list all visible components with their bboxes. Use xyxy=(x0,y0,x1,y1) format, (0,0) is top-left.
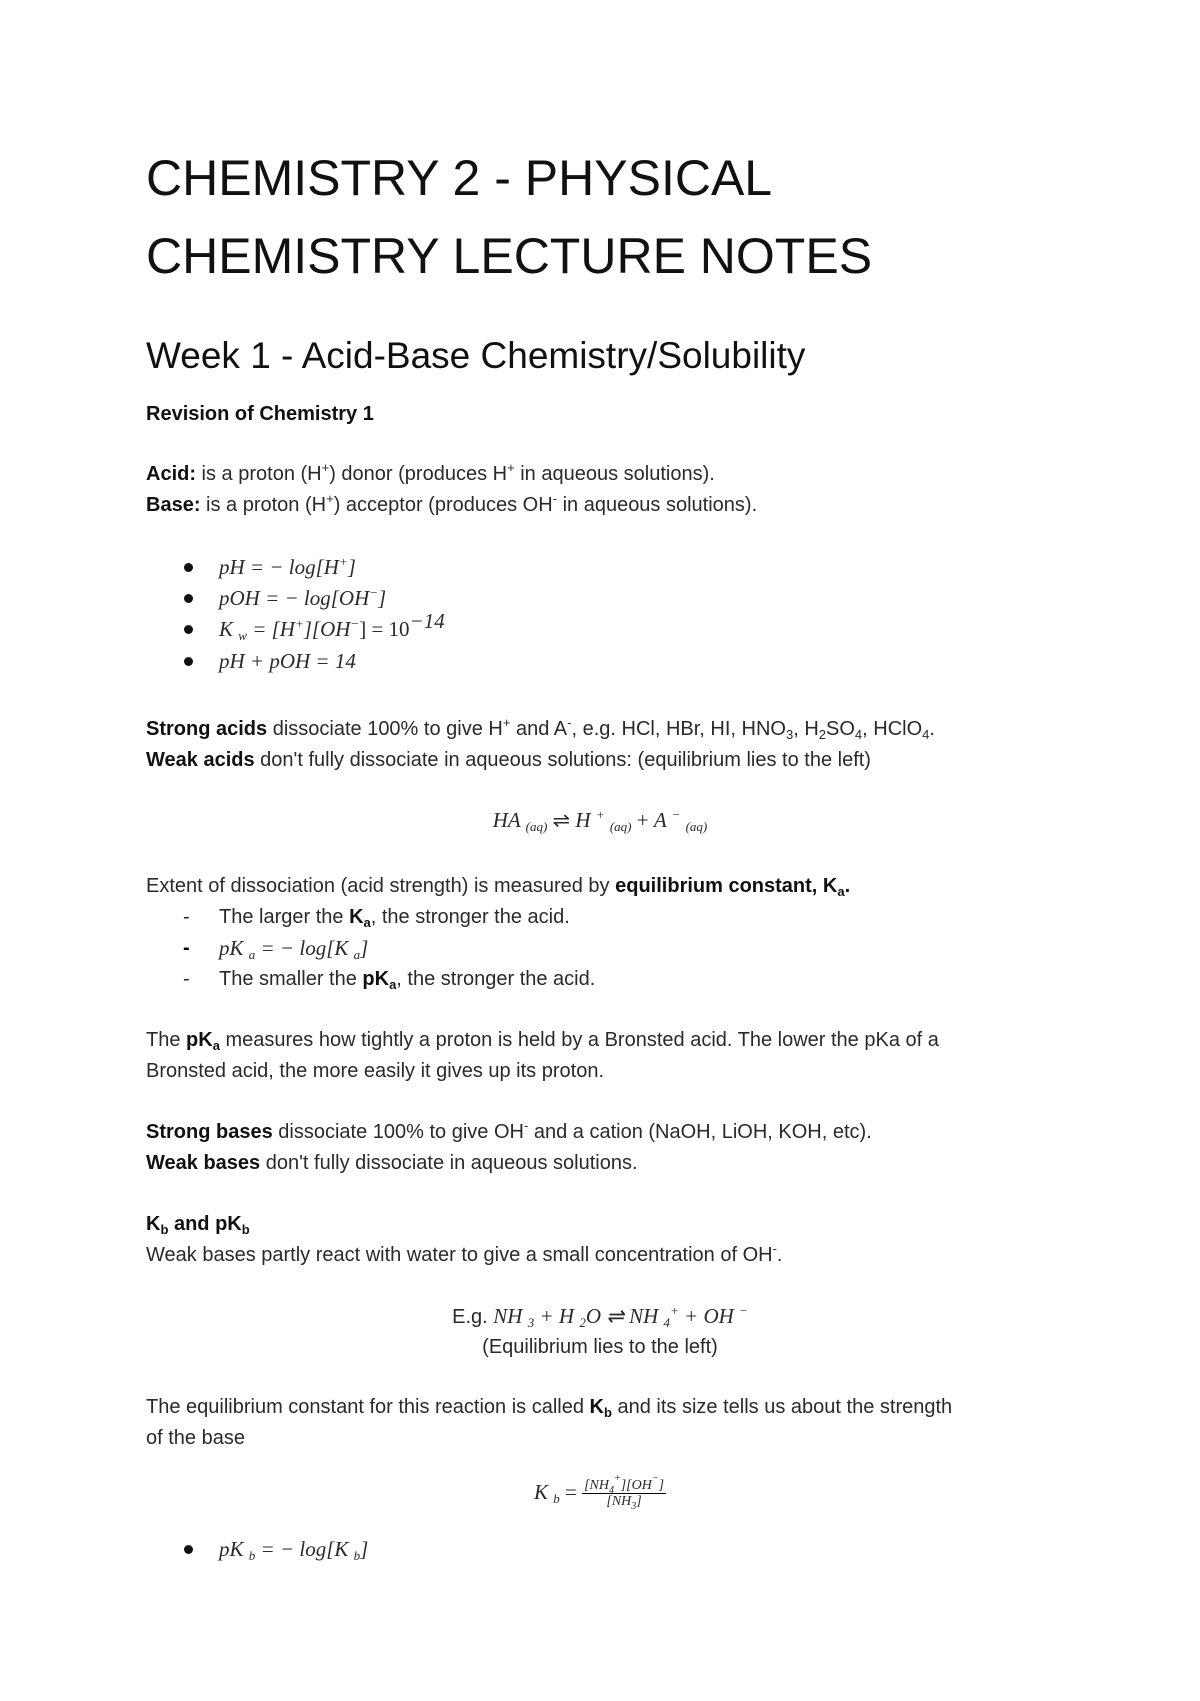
nh3-eg: E.g. xyxy=(452,1306,494,1328)
kb-num-a: [NH xyxy=(584,1478,609,1493)
extent-paragraph xyxy=(146,874,850,898)
strong-acids-sub-e: 4 xyxy=(854,727,863,742)
pka-eq-sub-2: a xyxy=(353,947,361,962)
kb-num-c: ] xyxy=(658,1478,665,1493)
nh3-sub-2: 2 xyxy=(579,1315,586,1330)
kb-num-sub: 4 xyxy=(608,1485,614,1496)
strong-acids-text-g: . xyxy=(929,718,935,740)
ammonia-equation xyxy=(0,1304,1200,1329)
bullet-icon xyxy=(184,657,193,666)
bullet-icon xyxy=(184,1545,193,1554)
kw-mid-3: ] = 10 xyxy=(359,617,410,641)
pka-para-c: measures how tightly a proton is held by a Bronsted acid. The lower the pKa of a xyxy=(219,1029,939,1051)
eq-aq-3: (aq) xyxy=(685,819,708,834)
strong-acids-paragraph xyxy=(146,717,935,741)
strong-bases-sup: - xyxy=(523,1118,529,1133)
kb-heading xyxy=(146,1212,250,1236)
base-sup-b: - xyxy=(552,491,558,506)
ph-text: pH = − log[H xyxy=(219,555,339,579)
poh-equation xyxy=(219,586,386,611)
strong-acids-sub-d: 2 xyxy=(818,727,826,742)
poh-text: pOH = − log[OH xyxy=(219,586,370,610)
strong-acids-sub-c: 3 xyxy=(785,727,794,742)
nh3-sub-1: 3 xyxy=(527,1315,535,1330)
kw-k: K xyxy=(219,617,234,641)
kw-mid-2: ][OH xyxy=(303,617,351,641)
base-text-a: is a proton (H xyxy=(200,494,327,516)
kw-sup-1: + xyxy=(294,616,304,631)
larger-ka-sub: a xyxy=(363,915,371,930)
kb-heading-k-sub: b xyxy=(160,1222,169,1237)
strong-acids-sub-f: 4 xyxy=(922,727,930,742)
kb-den-a: [NH xyxy=(606,1494,632,1510)
kb-heading-k: K xyxy=(146,1213,161,1235)
strong-acids-term: Strong acids xyxy=(146,718,268,740)
smaller-pka-text-a: The smaller the xyxy=(219,968,363,990)
larger-ka-text-a: The larger the xyxy=(219,906,350,928)
strong-acids-text-f: , HClO xyxy=(862,718,923,740)
kb-den-sub: 3 xyxy=(631,1501,637,1513)
kw-equation xyxy=(219,609,445,643)
kb-fraction-numerator xyxy=(582,1473,666,1496)
pka-eq-c: ] xyxy=(360,936,369,960)
nh3-sup-4: − xyxy=(739,1303,748,1318)
kb-heading-pk-sub: b xyxy=(241,1222,250,1237)
kb-para-c: and its size tells us about the strength xyxy=(611,1396,953,1418)
nh3-o: O ⇌ NH xyxy=(585,1304,664,1328)
kb-heading-pk: and pK xyxy=(168,1213,242,1235)
pka-eq-a: pK xyxy=(219,936,249,960)
pkb-equation xyxy=(219,1537,368,1562)
pka-para-b: pK xyxy=(186,1029,213,1051)
pka-para-a: The xyxy=(146,1029,187,1051)
base-definition xyxy=(146,493,757,517)
dash-marker: - xyxy=(183,937,190,959)
kw-sub: w xyxy=(238,628,247,643)
acid-term: Acid: xyxy=(146,463,196,485)
kw-sup-3: −14 xyxy=(409,609,445,633)
kb-num-sup-2: − xyxy=(651,1473,659,1484)
weak-bases-term: Weak bases xyxy=(146,1152,261,1174)
nh3-sub-3: 4 xyxy=(663,1315,671,1330)
eq-plus: + xyxy=(631,808,654,832)
pkb-eq-sub: b xyxy=(248,1548,256,1563)
revision-heading: Revision of Chemistry 1 xyxy=(146,403,374,425)
larger-ka-k: K xyxy=(349,906,364,928)
kb-eq-k: K xyxy=(533,1480,554,1505)
kb-eq-equals: = xyxy=(559,1480,583,1505)
eq-h: H xyxy=(575,808,596,832)
dash-marker: - xyxy=(183,968,190,990)
smaller-pka-text-c: , the stronger the acid. xyxy=(396,968,596,990)
strong-bases-text-b: and a cation (NaOH, LiOH, KOH, etc). xyxy=(528,1121,872,1143)
nh3-plus-2: + OH xyxy=(678,1304,740,1328)
extent-term: equilibrium constant, K xyxy=(615,875,838,897)
extent-end: . xyxy=(844,875,851,897)
strong-acids-sup-a: + xyxy=(502,715,511,730)
kb-para-sub: b xyxy=(604,1405,612,1420)
acid-text-b: ) donor (produces H xyxy=(329,463,508,485)
acid-text-a: is a proton (H xyxy=(196,463,322,485)
strong-bases-term: Strong bases xyxy=(146,1121,273,1143)
dash-marker: - xyxy=(183,906,190,928)
kb-para-a: The equilibrium constant for this reaction is called xyxy=(146,1396,590,1418)
ph-sup: + xyxy=(338,554,348,569)
eq-arrow: ⇌ xyxy=(547,808,576,832)
equilibrium-note: (Equilibrium lies to the left) xyxy=(482,1336,718,1358)
kb-fraction-equation xyxy=(0,1473,1200,1513)
kb-fraction xyxy=(582,1473,666,1513)
eq-a: A xyxy=(653,808,672,832)
kb-paragraph-line-2: of the base xyxy=(146,1427,245,1449)
acid-sup-a: + xyxy=(321,460,330,475)
larger-ka-text-c: , the stronger the acid. xyxy=(370,906,570,928)
poh-sup: − xyxy=(369,585,379,600)
week-heading: Week 1 - Acid-Base Chemistry/Solubility xyxy=(146,335,806,376)
eq-h-sup: + xyxy=(595,807,605,822)
kb-num-b: ][OH xyxy=(620,1478,652,1493)
weak-bases-text: don't fully dissociate in aqueous solutions. xyxy=(260,1152,638,1174)
kb-fraction-denominator xyxy=(582,1494,666,1513)
weak-bases-react-sup: - xyxy=(772,1241,777,1256)
pka-equation-item xyxy=(219,936,368,961)
weak-bases-react-end: . xyxy=(776,1244,783,1266)
smaller-pka-item xyxy=(219,967,595,991)
extent-text: Extent of dissociation (acid strength) is measured by xyxy=(146,875,616,897)
pkb-eq-b: = − log[K xyxy=(255,1537,354,1561)
strong-acids-text-c: , e.g. HCl, HBr, HI, HNO xyxy=(571,718,786,740)
strong-acids-sup-b: - xyxy=(567,715,572,730)
eq-aq-2: (aq) xyxy=(609,819,632,834)
document-title-line-2: CHEMISTRY LECTURE NOTES xyxy=(146,228,873,284)
nh3-plus-1: + H xyxy=(534,1304,580,1328)
weak-bases-paragraph xyxy=(146,1151,638,1175)
ph-poh-sum-equation: pH + pOH = 14 xyxy=(219,649,356,673)
weak-bases-react-text: Weak bases partly react with water to give a small concentration of OH xyxy=(146,1244,773,1266)
ph-equation xyxy=(219,555,356,580)
pka-para-sub: a xyxy=(212,1038,220,1053)
poh-end: ] xyxy=(378,586,387,610)
kw-sup-2: − xyxy=(350,616,360,631)
nh3-sup-3: + xyxy=(670,1303,679,1318)
pka-paragraph-line-2: Bronsted acid, the more easily it gives up its proton. xyxy=(146,1060,605,1082)
acid-dissociation-equation xyxy=(0,808,1200,833)
kb-num-sup: + xyxy=(613,1473,621,1484)
strong-acids-text-d: , H xyxy=(793,718,819,740)
larger-ka-item xyxy=(219,905,570,929)
eq-aq-1: (aq) xyxy=(525,819,548,834)
extent-term-sub: a xyxy=(837,884,845,899)
smaller-pka-pk: pK xyxy=(362,968,390,990)
strong-bases-text-a: dissociate 100% to give OH xyxy=(272,1121,524,1143)
acid-text-c: in aqueous solutions). xyxy=(514,463,715,485)
weak-acids-text: don't fully dissociate in aqueous solutions: (equilibrium lies to the left) xyxy=(254,749,871,771)
eq-ha: HA xyxy=(492,808,526,832)
pka-paragraph-line-1 xyxy=(146,1028,939,1052)
kb-para-b: K xyxy=(589,1396,604,1418)
pka-eq-b: = − log[K xyxy=(255,936,354,960)
bullet-icon xyxy=(184,563,193,572)
strong-bases-paragraph xyxy=(146,1120,872,1144)
acid-definition xyxy=(146,462,715,486)
bullet-icon xyxy=(184,625,193,634)
strong-acids-text-e: SO xyxy=(826,718,855,740)
eq-a-sup: − xyxy=(671,807,681,822)
kb-den-b: ] xyxy=(636,1494,642,1510)
pka-eq-sub: a xyxy=(248,947,256,962)
weak-bases-react-paragraph xyxy=(146,1243,782,1267)
document-title-line-1: CHEMISTRY 2 - PHYSICAL xyxy=(146,150,773,206)
acid-sup-b: + xyxy=(507,460,515,475)
pkb-eq-a: pK xyxy=(219,1537,249,1561)
bullet-icon xyxy=(184,594,193,603)
base-term: Base: xyxy=(146,494,201,516)
kb-paragraph-line-1 xyxy=(146,1395,952,1419)
strong-acids-text-b: and A xyxy=(510,718,568,740)
ph-end: ] xyxy=(347,555,356,579)
kb-eq-sub: b xyxy=(553,1491,560,1507)
kw-mid-1: = [H xyxy=(246,617,295,641)
nh3-nh: NH xyxy=(493,1304,528,1328)
base-text-c: in aqueous solutions). xyxy=(557,494,758,516)
pkb-eq-c: ] xyxy=(360,1537,369,1561)
weak-acids-paragraph xyxy=(146,748,871,772)
strong-acids-text-a: dissociate 100% to give H xyxy=(267,718,503,740)
base-sup-a: + xyxy=(326,491,334,506)
weak-acids-term: Weak acids xyxy=(146,749,255,771)
base-text-b: ) acceptor (produces OH xyxy=(333,494,553,516)
pkb-eq-sub-2: b xyxy=(353,1548,361,1563)
smaller-pka-sub: a xyxy=(389,977,397,992)
